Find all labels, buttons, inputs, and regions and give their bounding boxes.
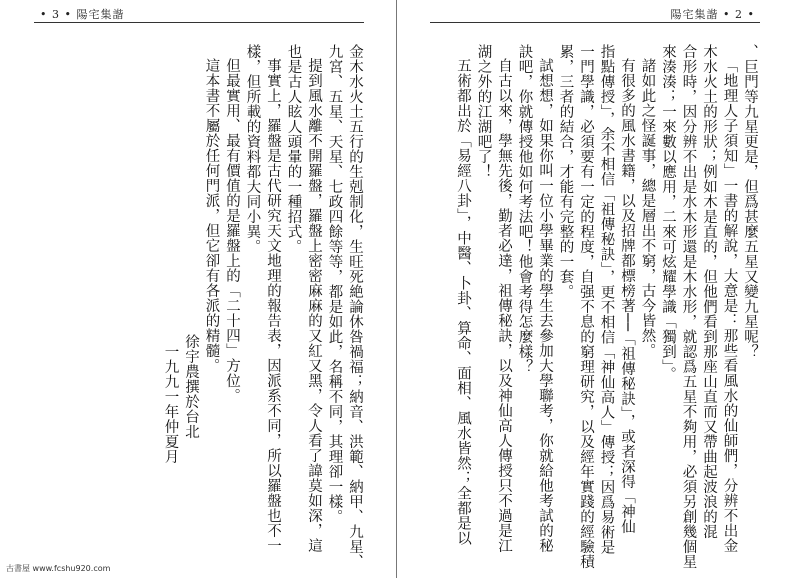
text-column: 試想想，如果你叫一位小學畢業的學生去參加大學聯考，你就給他考試的秘 (537, 58, 553, 553)
signature-date: 一九九一年仲夏月 (162, 344, 179, 464)
text-column: 合形時，因分辨不出是水木形還是木水形，就認爲五星不夠用，必須另創幾個星 (680, 44, 697, 569)
text-column: 訣吧，你就傳授他如何考法吧！他會考得怎麼樣？ (516, 44, 533, 374)
right-page-body (430, 44, 760, 569)
right-header-rule (430, 22, 760, 23)
text-column: 提到風水離不開羅盤，羅盤上密密麻麻的又紅又黑，令人看了諱莫如深，這 (306, 58, 322, 553)
text-column: 一門學識，必須要有一定的程度，自强不息的窮理研究，以及經年實踐的經驗積 (578, 44, 594, 569)
text-column: 金木水火土五行的生剋制化，生旺死絶論休咎禍福；納音、洪範、納甲、九星、 (347, 44, 363, 569)
text-column: 湖之外的江湖吧了！ (475, 44, 492, 179)
left-page-body (150, 44, 365, 569)
left-page-header: • 3 • 陽宅集諧 (40, 8, 125, 21)
text-column: 來湊湊；一來數以應用，二來可炫耀學識「獨到」。 (660, 44, 676, 382)
text-column: 有很多的風水書籍，以及招牌都標榜著──「祖傳秘訣」，或者深得「神仙 (619, 58, 635, 535)
text-column: 諸如此之怪誕事，總是層出不窮，古今皆然。 (639, 58, 656, 358)
text-column: 、巨門等九星更是，但爲甚麼五星又變九星呢？ (742, 44, 758, 359)
watermark-footer: 古書屋 www.fcshu920.com (6, 564, 111, 573)
right-page-header: 陽宅集諧 • 2 • (670, 8, 755, 21)
author-signature: 徐宇農撰於台北 (183, 334, 199, 439)
text-column: 樣，但所載的資料都大同小異。 (244, 44, 261, 254)
text-column: 累，三者的結合，才能有完整的一套。 (557, 44, 574, 299)
text-column: 這本書不屬於任何門派，但它卻有各派的精髓。 (203, 58, 220, 373)
text-column: 「地理人子須知」一書的解說，大意是：那些看風水的仙師們，分辨不出金 (721, 58, 738, 553)
text-column: 指點傳授」，余不相信「祖傳秘訣」，更不相信「神仙高人」傳授；因爲易術是 (598, 44, 615, 555)
text-column: 事實上，羅盤是古代研究天文地理的報告表，因派系不同，所以羅盤也不一 (265, 58, 281, 553)
text-column: 木水火土的形狀；例如木是直的，但他們看到那座山直而又帶曲起波浪的混 (701, 44, 717, 539)
text-column: 也是古人眩人頭暈的一種招式。 (285, 44, 302, 254)
text-column: 自古以來，學無先後，勤者必達，祖傳秘訣，以及神仙高人傳授只不過是江 (496, 58, 512, 553)
text-column: 九宮、五星、天星、七政四餘等等，都是如此，名稱不同，其理卻一樣。 (326, 44, 343, 524)
text-column: 但最實用、最有價值的是羅盤上的「二十四」方位。 (224, 58, 240, 403)
text-column: 五術都出於「易經八卦」，中醫、卜卦、算命、面相、風水皆然；全都是以 (455, 58, 471, 546)
left-header-rule (34, 22, 364, 23)
